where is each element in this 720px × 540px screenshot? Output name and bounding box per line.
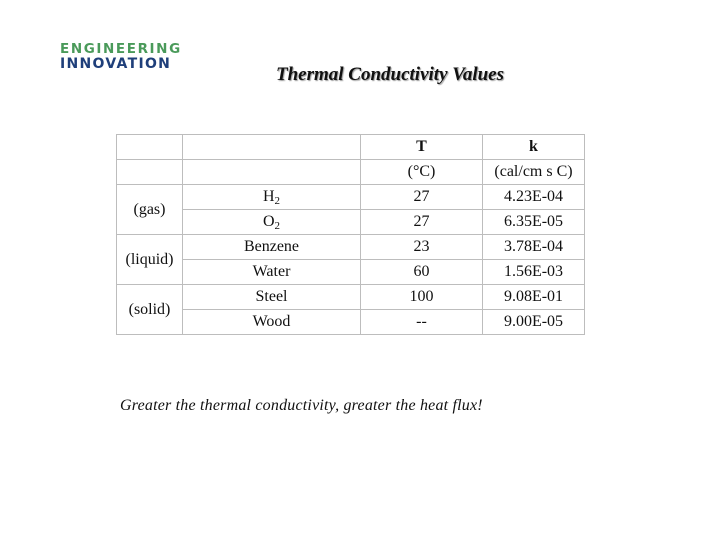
- temperature-cell: 27: [361, 185, 483, 210]
- temperature-cell: 23: [361, 235, 483, 260]
- footnote-heat-flux: Greater the thermal conductivity, greater the heat flux!: [120, 397, 483, 414]
- phase-label-liquid: (liquid): [117, 235, 183, 285]
- phase-label-gas: (gas): [117, 185, 183, 235]
- material-cell: Water: [183, 260, 361, 285]
- temperature-cell: 100: [361, 285, 483, 310]
- header-conductivity: k: [483, 135, 585, 160]
- engineering-innovation-logo: [60, 42, 200, 76]
- temperature-cell: --: [361, 310, 483, 335]
- table-row: [117, 285, 585, 310]
- conductivity-cell: 9.00E-05: [483, 310, 585, 335]
- conductivity-cell: 1.56E-03: [483, 260, 585, 285]
- conductivity-cell: 3.78E-04: [483, 235, 585, 260]
- header-empty-cell: [117, 160, 183, 185]
- material-cell: $O_2$: [183, 210, 361, 235]
- material-cell: $H_2$: [183, 185, 361, 210]
- table-row: [117, 185, 585, 210]
- material-cell: Benzene: [183, 235, 361, 260]
- logo-line-engineering: ENGINEERING: [60, 41, 182, 57]
- table-header-row: [117, 135, 585, 160]
- conductivity-cell: 6.35E-05: [483, 210, 585, 235]
- header-conductivity-unit: (cal/cm s C): [483, 160, 585, 185]
- table-row: [117, 235, 585, 260]
- table-units-row: [117, 160, 585, 185]
- table-row: [117, 210, 585, 235]
- table-row: [117, 260, 585, 285]
- material-cell: Wood: [183, 310, 361, 335]
- header-empty-cell: [183, 160, 361, 185]
- page-title: Thermal Conductivity Values: [275, 64, 505, 85]
- logo-line-innovation: INNOVATION: [60, 56, 172, 72]
- table-row: [117, 310, 585, 335]
- header-temperature: T: [361, 135, 483, 160]
- conductivity-cell: 4.23E-04: [483, 185, 585, 210]
- header-empty-cell: [183, 135, 361, 160]
- header-temperature-unit: (°C): [361, 160, 483, 185]
- conductivity-cell: 9.08E-01: [483, 285, 585, 310]
- temperature-cell: 60: [361, 260, 483, 285]
- phase-label-solid: (solid): [117, 285, 183, 335]
- temperature-cell: 27: [361, 210, 483, 235]
- thermal-conductivity-table: [116, 134, 585, 335]
- material-cell: Steel: [183, 285, 361, 310]
- header-empty-cell: [117, 135, 183, 160]
